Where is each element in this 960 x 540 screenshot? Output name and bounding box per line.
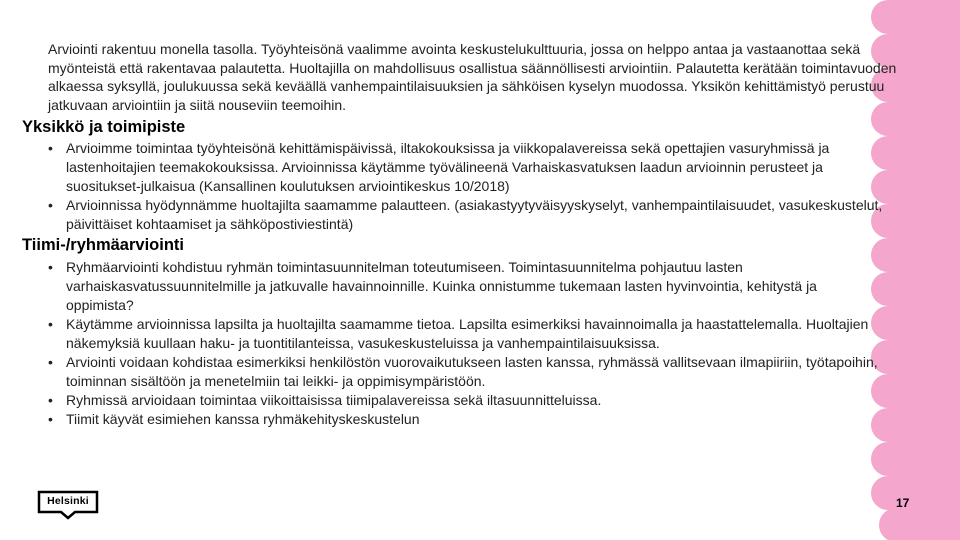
list-item: • Käytämme arvioinnissa lapsilta ja huoltajilta saamamme tietoa. Lapsilta esimerkiksi havainnoimalla ja haastattelemalla. Huoltajien näkemyksiä kuullaan haku- ja tuontitilanteissa, vasukeskusteluissa ja vanhempaintilaisuuksissa. xyxy=(48,316,869,351)
list-item: • Arvioinnissa hyödynnämme huoltajilta saamamme palautteen. (asiakastyytyväisyyskyselyt, vanhempaintilaisuudet, vasukeskustelut, päivittäiset kohtaamiset ja sähköpostiviestintä) xyxy=(48,197,883,232)
list-item: • Arvioimme toimintaa työyhteisönä kehittämispäivissä, iltakokouksissa ja viikkopalavereissa sekä opettajien vasuryhmissä ja lastenhoitajien teemakokouksissa. Arvioinnissa käytämme työvälineenä Varhaiskasvatuksen laadun arvioinnin perusteet ja suositukset-julkaisua (Kansallinen koulutuksen arviointikeskus 10/2018) xyxy=(48,140,830,194)
bullet-icon: • xyxy=(48,411,53,427)
list-item: • Arviointi voidaan kohdistaa esimerkiksi henkilöstön vuorovaikutukseen lasten kanssa, ryhmässä vallitsevaan ilmapiiriin, työtapoihin, toiminnan sisältöön ja menetelmiin tai leikki- ja oppimisympäristöön. xyxy=(48,354,878,389)
bullet-icon: • xyxy=(48,354,53,370)
section-heading-unit: Yksikkö ja toimipiste xyxy=(22,118,186,136)
section-heading-team: Tiimi-/ryhmäarviointi xyxy=(22,236,184,254)
unit-bullet-list xyxy=(48,139,888,234)
team-bullet-list xyxy=(48,258,888,429)
logo-text: Helsinki xyxy=(47,495,89,507)
intro-paragraph: Arviointi rakentuu monella tasolla. Työyhteisönä vaalimme avointa keskustelukulttuuria, jossa on helppo antaa ja vastaanottaa sekä myönteistä että rakentavaa palautetta. Huoltajilla on mahdollisuus osallistua säännöllisesti arviointiin. Palautetta kerätään toimintavuoden alkaessa syksyllä, joulukuussa sekä keväällä vanhempaintilaisuuksien ja sähköisen kyselyn muodossa. Yksikön kehittämistyö perustuu jatkuvaan arviointiin ja siitä nouseviin teemoihin. xyxy=(48,41,897,113)
list-item: • Ryhmissä arvioidaan toimintaa viikoittaisissa tiimipalavereissa sekä iltasuunnitteluissa. xyxy=(48,392,602,408)
bullet-icon: • xyxy=(48,392,53,408)
list-item: • Tiimit käyvät esimiehen kanssa ryhmäkehityskeskustelun xyxy=(48,411,420,427)
bullet-icon: • xyxy=(48,316,53,332)
helsinki-logo xyxy=(37,490,99,520)
list-item: • Ryhmäarviointi kohdistuu ryhmän toimintasuunnitelman toteutumiseen. Toimintasuunnitelma pohjautuu lasten varhaiskasvatussuunnitelmille ja jatkuvalle havainnoinnille. Kuinka onnistumme tukemaan lasten hyvinvointia, kehitystä ja oppimista? xyxy=(48,259,817,313)
page-number: 17 xyxy=(896,496,910,510)
bullet-icon: • xyxy=(48,259,53,275)
bullet-icon: • xyxy=(48,197,53,213)
bullet-icon: • xyxy=(48,140,53,156)
